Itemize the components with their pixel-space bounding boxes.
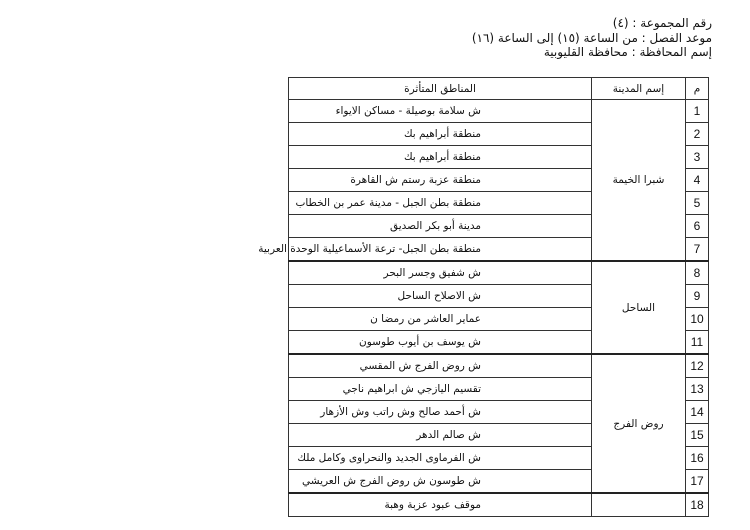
row-number: 13 [686,378,709,401]
table-header-row [289,78,709,100]
affected-area: موقف عبود عزبة وهبة [289,493,592,517]
affected-area: ش روض الفرج ش المقسي [289,354,592,378]
document-header [472,16,712,60]
row-number: 2 [686,123,709,146]
row-number: 8 [686,261,709,285]
affected-areas-table [258,77,709,517]
city-name: شبرا الخيمة [592,100,686,262]
affected-area: تقسيم اليازجي ش ابراهيم ناجي [289,378,592,401]
header-city: إسم المدينة [592,78,686,100]
row-number: 9 [686,285,709,308]
header-areas: المناطق المتأثرة [289,78,592,100]
row-number: 10 [686,308,709,331]
row-number: 12 [686,354,709,378]
row-number: 14 [686,401,709,424]
affected-area: عماير العاشر من رمضا ن [289,308,592,331]
table-body [258,100,709,517]
row-number: 15 [686,424,709,447]
row-number: 4 [686,169,709,192]
affected-area: منطقة عزبة رستم ش القاهرة [289,169,592,192]
affected-area: ش طوسون ش روض الفرج ش العريشي [289,470,592,494]
city-name [592,493,686,517]
affected-area: ش الاصلاح الساحل [289,285,592,308]
affected-area: ش يوسف بن أيوب طوسون [289,331,592,355]
affected-area: ش أحمد صالح وش راتب وش الأزهار [289,401,592,424]
row-number: 6 [686,215,709,238]
affected-area: ش الفرماوى الجديد والنحراوى وكامل ملك [289,447,592,470]
table-row [289,100,709,123]
affected-area: منطقة أبراهيم بك [289,146,592,169]
affected-area: منطقة أبراهيم بك [289,123,592,146]
governorate-line: إسم المحافظة : محافظة القليوبية [543,45,712,59]
affected-area: منطقة بطن الجبل - مدينة عمر بن الخطاب [289,192,592,215]
affected-area: مدينة أبو بكر الصديق [289,215,592,238]
row-number: 1 [686,100,709,123]
affected-area: منطقة بطن الجبل- ترعة الأسماعيلية الوحدة العربية [289,238,592,262]
affected-area: ش سلامة بوصيلة - مساكن الايواء [289,100,592,123]
row-number: 11 [686,331,709,355]
table-row [289,261,709,285]
city-name: الساحل [592,261,686,354]
row-number: 5 [686,192,709,215]
table-row [289,493,709,517]
row-number: 17 [686,470,709,494]
group-number-line: رقم المجموعة : (٤) [612,16,712,30]
header-number: م [686,78,709,100]
row-number: 3 [686,146,709,169]
city-name: روض الفرج [592,354,686,493]
row-number: 7 [686,238,709,262]
affected-area: ش شفيق وجسر البحر [289,261,592,285]
row-number: 16 [686,447,709,470]
affected-area: ش صالم الدهر [289,424,592,447]
row-number: 18 [686,493,709,517]
table-row [289,354,709,378]
cutoff-time-line: موعد الفصل : من الساعة (١٥) إلى الساعة (١٦) [471,30,712,45]
